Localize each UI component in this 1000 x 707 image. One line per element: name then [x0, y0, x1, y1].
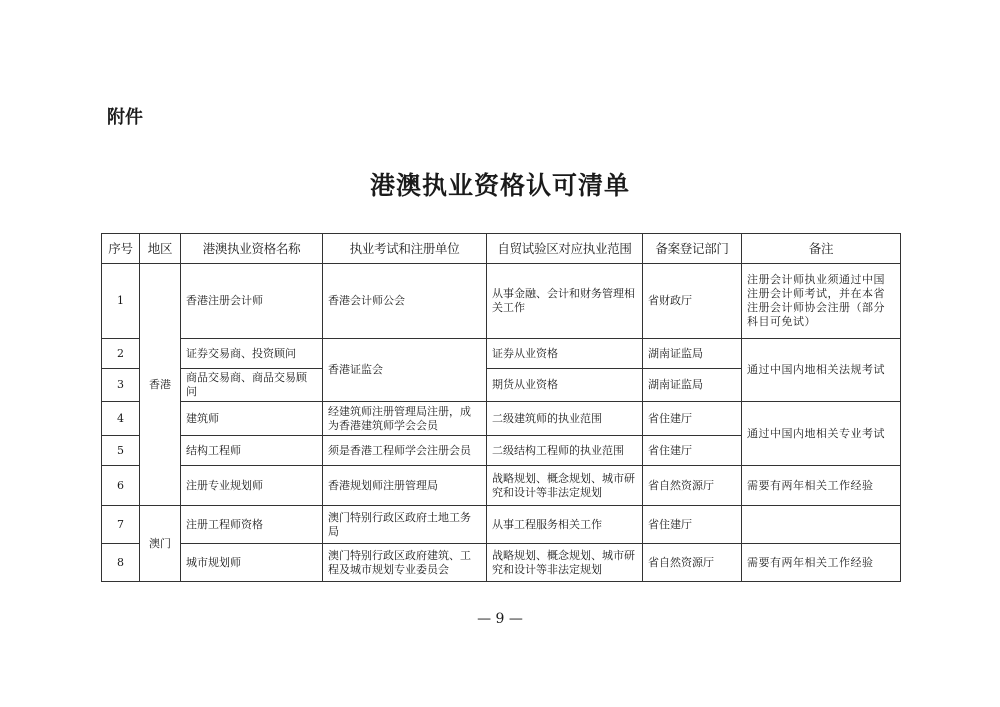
- practice-scope: 从事工程服务相关工作: [487, 506, 643, 544]
- row-number: 2: [102, 339, 140, 369]
- qualification-table: [101, 233, 901, 582]
- registration-body: 澳门特别行政区政府土地工务局: [323, 506, 487, 544]
- filing-department: 省自然资源厅: [643, 544, 742, 582]
- table-row: [102, 264, 901, 339]
- remark: 需要有两年相关工作经验: [742, 544, 901, 582]
- filing-department: 省财政厅: [643, 264, 742, 339]
- remark: 需要有两年相关工作经验: [742, 466, 901, 506]
- practice-scope: 从事金融、会计和财务管理相关工作: [487, 264, 643, 339]
- qualification-name: 证券交易商、投资顾问: [181, 339, 323, 369]
- registration-body: 经建筑师注册管理局注册，成为香港建筑师学会会员: [323, 402, 487, 436]
- registration-body: 澳门特别行政区政府建筑、工程及城市规划专业委员会: [323, 544, 487, 582]
- table-row: [102, 506, 901, 544]
- registration-body: 香港规划师注册管理局: [323, 466, 487, 506]
- row-number: 6: [102, 466, 140, 506]
- remark: 通过中国内地相关法规考试: [742, 339, 901, 402]
- row-number: 4: [102, 402, 140, 436]
- filing-department: 省自然资源厅: [643, 466, 742, 506]
- header-cell: 港澳执业资格名称: [181, 234, 323, 264]
- qualification-name: 建筑师: [181, 402, 323, 436]
- region-macao: 澳门: [140, 506, 181, 582]
- registration-body: 香港会计师公会: [323, 264, 487, 339]
- header-cell: 序号: [102, 234, 140, 264]
- attachment-label: 附件: [107, 107, 143, 128]
- header-cell: 执业考试和注册单位: [323, 234, 487, 264]
- filing-department: 湖南证监局: [643, 369, 742, 402]
- row-number: 1: [102, 264, 140, 339]
- practice-scope: 战略规划、概念规划、城市研究和设计等非法定规划: [487, 466, 643, 506]
- qualification-name: 注册专业规划师: [181, 466, 323, 506]
- filing-department: 湖南证监局: [643, 339, 742, 369]
- qualification-name: 商品交易商、商品交易顾问: [181, 369, 323, 402]
- table-row: [102, 339, 901, 369]
- filing-department: 省住建厅: [643, 402, 742, 436]
- row-number: 7: [102, 506, 140, 544]
- row-number: 3: [102, 369, 140, 402]
- remark: 通过中国内地相关专业考试: [742, 402, 901, 466]
- qualification-name: 注册工程师资格: [181, 506, 323, 544]
- row-number: 8: [102, 544, 140, 582]
- header-cell: 备注: [742, 234, 901, 264]
- practice-scope: 二级建筑师的执业范围: [487, 402, 643, 436]
- table-row: [102, 466, 901, 506]
- filing-department: 省住建厅: [643, 506, 742, 544]
- remark: [742, 506, 901, 544]
- page-number: — 9 —: [477, 611, 523, 627]
- table-row: [102, 544, 901, 582]
- header-cell: 地区: [140, 234, 181, 264]
- qualification-name: 香港注册会计师: [181, 264, 323, 339]
- filing-department: 省住建厅: [643, 436, 742, 466]
- remark: 注册会计师执业须通过中国注册会计师考试，并在本省注册会计师协会注册（部分科目可免试）: [742, 264, 901, 339]
- table-row: [102, 402, 901, 436]
- row-number: 5: [102, 436, 140, 466]
- table-header-row: [102, 234, 901, 264]
- registration-body: 须是香港工程师学会注册会员: [323, 436, 487, 466]
- practice-scope: 二级结构工程师的执业范围: [487, 436, 643, 466]
- practice-scope: 期货从业资格: [487, 369, 643, 402]
- header-cell: 自贸试验区对应执业范围: [487, 234, 643, 264]
- registration-body: 香港证监会: [323, 339, 487, 402]
- document-title: 港澳执业资格认可清单: [369, 171, 630, 200]
- qualification-name: 结构工程师: [181, 436, 323, 466]
- practice-scope: 战略规划、概念规划、城市研究和设计等非法定规划: [487, 544, 643, 582]
- region-hong-kong: 香港: [140, 264, 181, 506]
- practice-scope: 证券从业资格: [487, 339, 643, 369]
- qualification-name: 城市规划师: [181, 544, 323, 582]
- header-cell: 备案登记部门: [643, 234, 742, 264]
